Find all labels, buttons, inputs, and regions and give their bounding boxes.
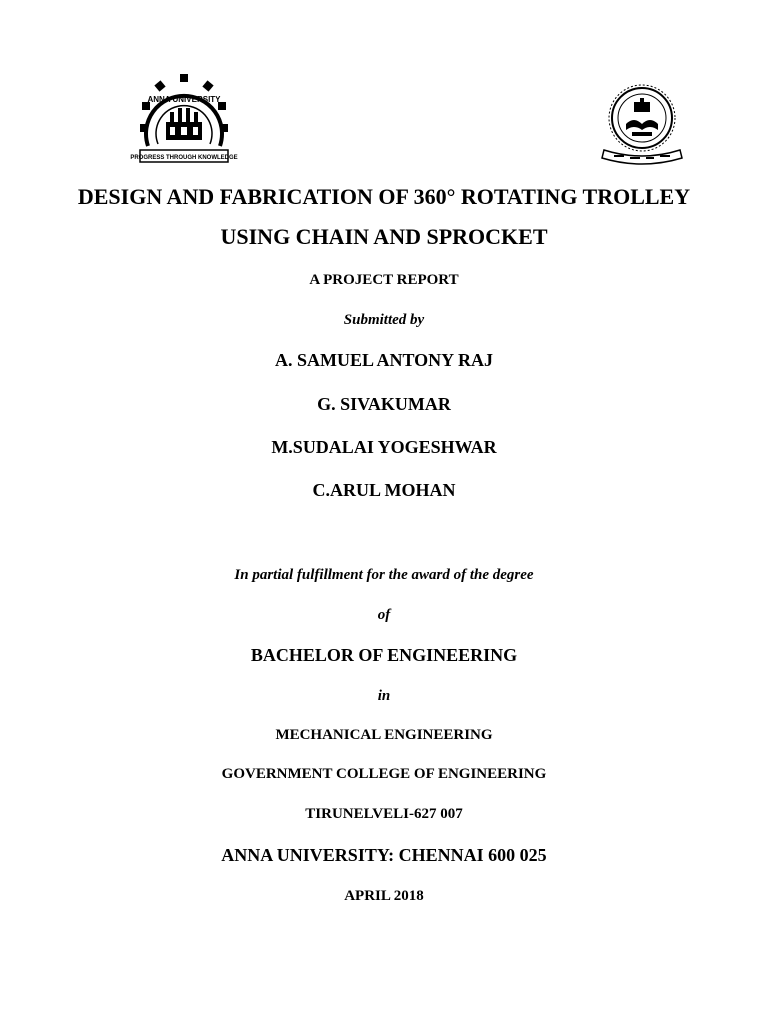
title-line-1: DESIGN AND FABRICATION OF 360° ROTATING TROLLEY xyxy=(77,184,691,209)
submission-date: APRIL 2018 xyxy=(344,888,424,904)
title-line-2: USING CHAIN AND SPROCKET xyxy=(220,224,548,249)
anna-university-logo xyxy=(130,72,238,166)
author-name: G. SIVAKUMAR xyxy=(317,394,451,414)
author-name: C.ARUL MOHAN xyxy=(312,480,456,500)
logo-motto: PROGRESS THROUGH KNOWLEDGE xyxy=(130,155,238,161)
author-name: A. SAMUEL ANTONY RAJ xyxy=(274,350,494,370)
department-name: MECHANICAL ENGINEERING xyxy=(275,727,493,743)
author-name: M.SUDALAI YOGESHWAR xyxy=(271,437,497,457)
college-emblem xyxy=(596,80,688,166)
submitted-by: Submitted by xyxy=(343,312,425,328)
logo-university-name: ANNA UNIVERSITY xyxy=(147,95,221,104)
degree-name: BACHELOR OF ENGINEERING xyxy=(250,645,518,665)
college-name: GOVERNMENT COLLEGE OF ENGINEERING xyxy=(221,766,547,782)
university-name: ANNA UNIVERSITY: CHENNAI 600 025 xyxy=(221,845,547,865)
of-connector: of xyxy=(377,607,391,623)
in-connector: in xyxy=(377,688,391,704)
college-location: TIRUNELVELI-627 007 xyxy=(305,806,463,822)
report-type: A PROJECT REPORT xyxy=(309,272,459,288)
fulfillment-statement: In partial fulfillment for the award of the degree xyxy=(234,567,534,583)
